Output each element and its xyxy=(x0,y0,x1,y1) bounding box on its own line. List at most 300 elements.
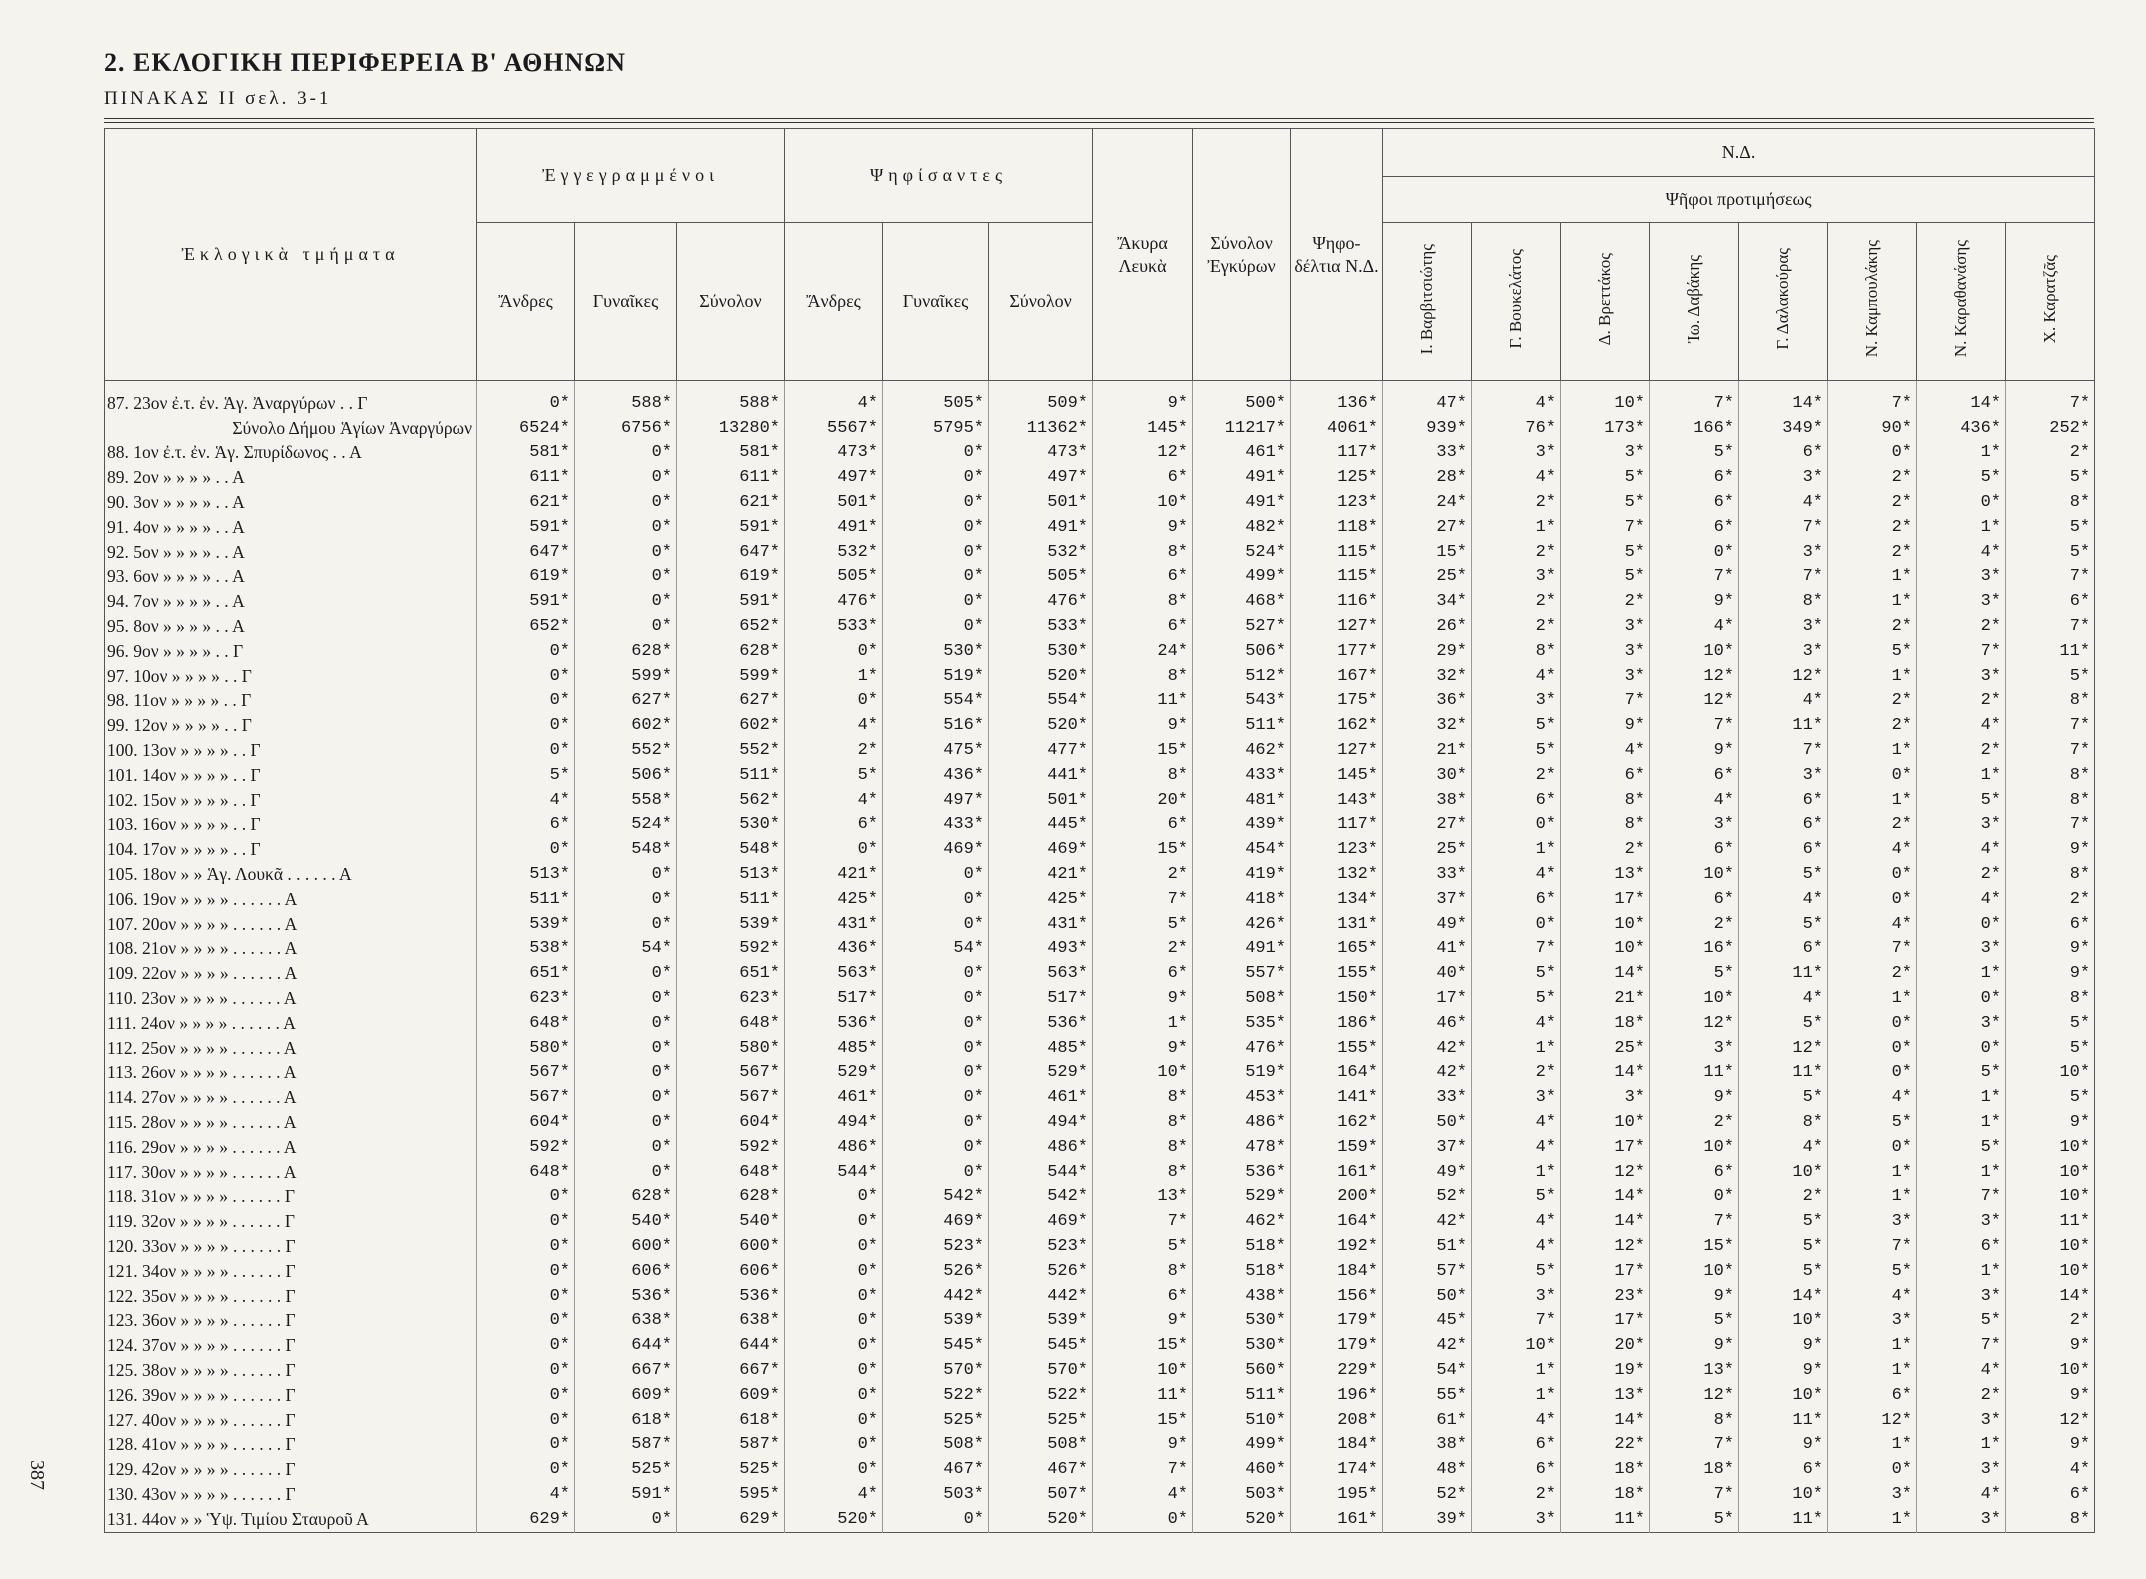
table-cell: 3* xyxy=(1650,813,1739,838)
table-cell: 1* xyxy=(1917,1085,2006,1110)
table-cell: 5* xyxy=(1739,862,1828,887)
table-cell: 2* xyxy=(1650,912,1739,937)
table-cell: 567* xyxy=(477,1085,575,1110)
table-cell: 6* xyxy=(1739,441,1828,466)
table-cell: 461* xyxy=(989,1085,1093,1110)
table-cell: 0* xyxy=(1828,1011,1917,1036)
table-cell: 1* xyxy=(1917,515,2006,540)
table-cell: 508* xyxy=(989,1432,1093,1457)
table-cell: 6* xyxy=(1561,763,1650,788)
table-cell: 349* xyxy=(1739,416,1828,441)
table-cell: 461* xyxy=(785,1085,883,1110)
table-cell: 55* xyxy=(1383,1383,1472,1408)
table-cell: 3* xyxy=(1472,1284,1561,1309)
table-cell: 6* xyxy=(2006,589,2095,614)
table-cell: 511* xyxy=(1193,1383,1291,1408)
table-cell: 0* xyxy=(1650,1185,1739,1210)
table-cell: 0* xyxy=(785,1333,883,1358)
table-cell: 156* xyxy=(1291,1284,1383,1309)
table-cell: 9* xyxy=(1650,589,1739,614)
table-cell: 5* xyxy=(2006,1011,2095,1036)
table-cell: 155* xyxy=(1291,1036,1383,1061)
table-cell: 0* xyxy=(575,1160,677,1185)
table-cell: 491* xyxy=(1193,465,1291,490)
table-row xyxy=(105,1110,2095,1135)
table-cell: 506* xyxy=(575,763,677,788)
table-cell: 0* xyxy=(477,837,575,862)
table-cell: 0* xyxy=(477,689,575,714)
table-cell: 505* xyxy=(785,565,883,590)
table-cell: 3* xyxy=(1561,1085,1650,1110)
table-cell: 6* xyxy=(785,813,883,838)
table-cell: 8* xyxy=(1472,639,1561,664)
table-row xyxy=(105,1185,2095,1210)
registered-total-header: Σύνολον xyxy=(677,223,785,381)
table-cell: 2* xyxy=(1828,540,1917,565)
table-cell: 591* xyxy=(477,515,575,540)
table-cell: 6* xyxy=(1472,1432,1561,1457)
table-cell: 580* xyxy=(677,1036,785,1061)
table-cell: 0* xyxy=(785,1457,883,1482)
table-cell: 454* xyxy=(1193,837,1291,862)
table-cell: 9* xyxy=(1739,1432,1828,1457)
table-cell: 0* xyxy=(477,664,575,689)
table-cell: 0* xyxy=(575,515,677,540)
table-cell: 436* xyxy=(1917,416,2006,441)
table-cell: 2* xyxy=(1828,689,1917,714)
table-cell: 9* xyxy=(1093,986,1193,1011)
table-cell: 127* xyxy=(1291,614,1383,639)
table-cell: 6* xyxy=(2006,912,2095,937)
precinct-label: 91. 4ον » » » » . . Α xyxy=(105,515,477,540)
table-cell: 1* xyxy=(1472,515,1561,540)
table-cell: 3* xyxy=(1739,614,1828,639)
table-cell: 17* xyxy=(1383,986,1472,1011)
table-cell: 1* xyxy=(1828,1160,1917,1185)
table-cell: 652* xyxy=(477,614,575,639)
table-cell: 592* xyxy=(677,937,785,962)
table-body xyxy=(105,381,2095,1533)
table-cell: 532* xyxy=(989,540,1093,565)
table-cell: 511* xyxy=(477,887,575,912)
table-row xyxy=(105,1085,2095,1110)
table-cell: 2* xyxy=(1828,465,1917,490)
table-cell: 7* xyxy=(2006,614,2095,639)
table-cell: 18* xyxy=(1561,1011,1650,1036)
table-subtitle: ΠΙΝΑΚΑΣ ΙΙ σελ. 3-1 xyxy=(104,88,332,109)
table-cell: 0* xyxy=(883,465,989,490)
table-cell: 0* xyxy=(785,1308,883,1333)
table-cell: 3* xyxy=(1739,639,1828,664)
table-cell: 563* xyxy=(785,961,883,986)
table-cell: 0* xyxy=(1917,1036,2006,1061)
table-cell: 11* xyxy=(1739,1061,1828,1086)
table-cell: 542* xyxy=(989,1185,1093,1210)
table-cell: 5* xyxy=(1472,986,1561,1011)
precinct-label: 130. 43ον » » » » . . . . . . Γ xyxy=(105,1482,477,1507)
table-cell: 1* xyxy=(1828,664,1917,689)
table-cell: 16* xyxy=(1650,937,1739,962)
table-cell: 6* xyxy=(1650,763,1739,788)
table-row xyxy=(105,465,2095,490)
table-cell: 4* xyxy=(1472,1408,1561,1433)
precinct-label: 113. 26ον » » » » . . . . . . Α xyxy=(105,1061,477,1086)
table-row xyxy=(105,887,2095,912)
table-cell: 0* xyxy=(477,1234,575,1259)
table-cell: 425* xyxy=(785,887,883,912)
table-cell: 2* xyxy=(1739,1185,1828,1210)
table-cell: 638* xyxy=(575,1308,677,1333)
table-cell: 513* xyxy=(477,862,575,887)
table-cell: 536* xyxy=(575,1284,677,1309)
table-cell: 7* xyxy=(2006,713,2095,738)
table-cell: 10* xyxy=(2006,1259,2095,1284)
table-cell: 0* xyxy=(785,1358,883,1383)
table-cell: 507* xyxy=(989,1482,1093,1507)
table-cell: 535* xyxy=(1193,1011,1291,1036)
table-cell: 14* xyxy=(2006,1284,2095,1309)
table-cell: 536* xyxy=(1193,1160,1291,1185)
table-cell: 49* xyxy=(1383,1160,1472,1185)
table-cell: 9* xyxy=(2006,1432,2095,1457)
table-cell: 5* xyxy=(1472,738,1561,763)
table-cell: 497* xyxy=(785,465,883,490)
table-cell: 9* xyxy=(1650,738,1739,763)
table-cell: 0* xyxy=(883,614,989,639)
table-cell: 9* xyxy=(2006,1333,2095,1358)
precinct-label: 128. 41ον » » » » . . . . . . Γ xyxy=(105,1432,477,1457)
table-cell: 5* xyxy=(2006,515,2095,540)
table-cell: 0* xyxy=(1917,490,2006,515)
table-cell: 9* xyxy=(2006,1110,2095,1135)
precinct-label: 131. 44ον » » Ὑψ. Τιμίου Σταυροῦ Α xyxy=(105,1507,477,1532)
table-cell: 554* xyxy=(989,689,1093,714)
table-cell: 2* xyxy=(2006,887,2095,912)
table-cell: 520* xyxy=(785,1507,883,1532)
table-cell: 3* xyxy=(1472,441,1561,466)
table-cell: 7* xyxy=(1093,887,1193,912)
table-cell: 599* xyxy=(575,664,677,689)
table-cell: 542* xyxy=(883,1185,989,1210)
table-cell: 166* xyxy=(1650,416,1739,441)
precinct-label: 109. 22ον » » » » . . . . . . Α xyxy=(105,961,477,986)
table-cell: 604* xyxy=(677,1110,785,1135)
table-cell: 6756* xyxy=(575,416,677,441)
table-cell: 229* xyxy=(1291,1358,1383,1383)
table-cell: 519* xyxy=(883,664,989,689)
table-cell: 11217* xyxy=(1193,416,1291,441)
table-cell: 0* xyxy=(883,490,989,515)
table-cell: 11* xyxy=(1739,961,1828,986)
table-cell: 2* xyxy=(1917,614,2006,639)
table-cell: 5* xyxy=(1650,441,1739,466)
table-cell: 32* xyxy=(1383,664,1472,689)
table-cell: 6* xyxy=(1093,465,1193,490)
table-cell: 2* xyxy=(1472,490,1561,515)
table-cell: 7* xyxy=(2006,813,2095,838)
table-cell: 8* xyxy=(2006,763,2095,788)
table-cell: 33* xyxy=(1383,862,1472,887)
table-cell: 47* xyxy=(1383,381,1472,416)
table-cell: 629* xyxy=(677,1507,785,1532)
table-cell: 3* xyxy=(1828,1308,1917,1333)
table-cell: 3* xyxy=(1561,441,1650,466)
table-cell: 0* xyxy=(575,465,677,490)
table-cell: 9* xyxy=(1739,1358,1828,1383)
table-cell: 6* xyxy=(1828,1383,1917,1408)
table-cell: 621* xyxy=(477,490,575,515)
table-cell: 17* xyxy=(1561,1135,1650,1160)
table-cell: 544* xyxy=(989,1160,1093,1185)
table-cell: 581* xyxy=(477,441,575,466)
table-cell: 539* xyxy=(883,1308,989,1333)
precinct-label: 125. 38ον » » » » . . . . . . Γ xyxy=(105,1358,477,1383)
table-cell: 493* xyxy=(989,937,1093,962)
table-row xyxy=(105,1234,2095,1259)
table-cell: 10* xyxy=(1739,1308,1828,1333)
table-cell: 8* xyxy=(1093,1160,1193,1185)
table-cell: 545* xyxy=(989,1333,1093,1358)
table-row xyxy=(105,515,2095,540)
table-cell: 42* xyxy=(1383,1333,1472,1358)
table-cell: 5* xyxy=(1561,465,1650,490)
table-cell: 0* xyxy=(883,887,989,912)
table-cell: 9* xyxy=(1093,381,1193,416)
table-cell: 1* xyxy=(1472,1358,1561,1383)
table-cell: 0* xyxy=(477,1358,575,1383)
table-cell: 7* xyxy=(1650,1482,1739,1507)
table-cell: 1* xyxy=(1917,1259,2006,1284)
table-cell: 0* xyxy=(477,1209,575,1234)
table-cell: 14* xyxy=(1561,1408,1650,1433)
table-cell: 3* xyxy=(1917,1284,2006,1309)
table-cell: 5* xyxy=(477,763,575,788)
table-cell: 530* xyxy=(1193,1308,1291,1333)
table-cell: 431* xyxy=(785,912,883,937)
table-cell: 14* xyxy=(1739,1284,1828,1309)
table-cell: 8* xyxy=(1093,664,1193,689)
table-cell: 9* xyxy=(2006,1383,2095,1408)
table-cell: 123* xyxy=(1291,490,1383,515)
table-cell: 0* xyxy=(1828,1061,1917,1086)
table-cell: 441* xyxy=(989,763,1093,788)
table-cell: 37* xyxy=(1383,1135,1472,1160)
table-cell: 602* xyxy=(677,713,785,738)
table-cell: 494* xyxy=(785,1110,883,1135)
table-cell: 467* xyxy=(883,1457,989,1482)
table-cell: 501* xyxy=(785,490,883,515)
table-cell: 0* xyxy=(785,1284,883,1309)
table-cell: 588* xyxy=(677,381,785,416)
table-cell: 3* xyxy=(1561,664,1650,689)
table-cell: 0* xyxy=(477,1284,575,1309)
table-cell: 7* xyxy=(1917,639,2006,664)
table-cell: 45* xyxy=(1383,1308,1472,1333)
table-cell: 24* xyxy=(1383,490,1472,515)
table-cell: 11* xyxy=(1561,1507,1650,1532)
table-cell: 7* xyxy=(1739,738,1828,763)
table-row xyxy=(105,381,2095,416)
table-cell: 581* xyxy=(677,441,785,466)
table-cell: 1* xyxy=(785,664,883,689)
table-cell: 134* xyxy=(1291,887,1383,912)
table-cell: 609* xyxy=(677,1383,785,1408)
table-cell: 155* xyxy=(1291,961,1383,986)
table-cell: 1* xyxy=(1828,565,1917,590)
table-cell: 442* xyxy=(883,1284,989,1309)
precinct-label: 95. 8ον » » » » . . Α xyxy=(105,614,477,639)
table-cell: 0* xyxy=(575,589,677,614)
table-cell: 6* xyxy=(1093,565,1193,590)
table-cell: 2* xyxy=(1917,689,2006,714)
table-cell: 1* xyxy=(1828,589,1917,614)
table-cell: 539* xyxy=(477,912,575,937)
table-cell: 4* xyxy=(1739,689,1828,714)
table-cell: 5* xyxy=(1739,1085,1828,1110)
table-cell: 421* xyxy=(785,862,883,887)
table-cell: 5* xyxy=(1472,961,1561,986)
table-cell: 0* xyxy=(883,1110,989,1135)
table-cell: 10* xyxy=(1093,1358,1193,1383)
table-cell: 469* xyxy=(883,1209,989,1234)
table-row xyxy=(105,1061,2095,1086)
page-number: 387 xyxy=(26,1460,48,1490)
table-cell: 42* xyxy=(1383,1209,1472,1234)
table-cell: 10* xyxy=(1739,1383,1828,1408)
table-cell: 0* xyxy=(785,1185,883,1210)
table-cell: 3* xyxy=(1917,1408,2006,1433)
table-cell: 29* xyxy=(1383,639,1472,664)
table-cell: 6* xyxy=(1093,813,1193,838)
table-cell: 1* xyxy=(1472,837,1561,862)
voted-total-header: Σύνολον xyxy=(989,223,1093,381)
table-cell: 0* xyxy=(1828,1457,1917,1482)
table-cell: 477* xyxy=(989,738,1093,763)
table-cell: 533* xyxy=(785,614,883,639)
table-cell: 136* xyxy=(1291,381,1383,416)
table-cell: 482* xyxy=(1193,515,1291,540)
table-cell: 14* xyxy=(1739,381,1828,416)
table-cell: 4* xyxy=(785,788,883,813)
table-cell: 7* xyxy=(1828,937,1917,962)
table-cell: 524* xyxy=(575,813,677,838)
table-cell: 34* xyxy=(1383,589,1472,614)
table-cell: 503* xyxy=(1193,1482,1291,1507)
table-cell: 51* xyxy=(1383,1234,1472,1259)
table-row xyxy=(105,862,2095,887)
table-cell: 0* xyxy=(1650,540,1739,565)
table-cell: 115* xyxy=(1291,565,1383,590)
table-cell: 4* xyxy=(2006,1457,2095,1482)
table-cell: 8* xyxy=(1650,1408,1739,1433)
table-cell: 184* xyxy=(1291,1259,1383,1284)
table-cell: 6* xyxy=(1739,1457,1828,1482)
table-cell: 17* xyxy=(1561,887,1650,912)
table-cell: 5* xyxy=(1917,465,2006,490)
table-cell: 8* xyxy=(1739,1110,1828,1135)
table-row xyxy=(105,1383,2095,1408)
table-cell: 419* xyxy=(1193,862,1291,887)
table-cell: 17* xyxy=(1561,1308,1650,1333)
table-cell: 117* xyxy=(1291,813,1383,838)
table-cell: 536* xyxy=(989,1011,1093,1036)
table-cell: 118* xyxy=(1291,515,1383,540)
table-cell: 5* xyxy=(2006,540,2095,565)
table-cell: 0* xyxy=(785,1234,883,1259)
candidate-header: Γ. Δαλακούρας xyxy=(1773,247,1793,350)
table-cell: 174* xyxy=(1291,1457,1383,1482)
table-row xyxy=(105,664,2095,689)
table-cell: 150* xyxy=(1291,986,1383,1011)
table-cell: 8* xyxy=(2006,1507,2095,1532)
table-cell: 9* xyxy=(1650,1333,1739,1358)
table-cell: 2* xyxy=(1917,1383,2006,1408)
table-cell: 2* xyxy=(1472,763,1561,788)
table-cell: 5* xyxy=(1561,490,1650,515)
table-cell: 3* xyxy=(1917,1457,2006,1482)
table-cell: 15* xyxy=(1383,540,1472,565)
table-cell: 619* xyxy=(477,565,575,590)
table-cell: 159* xyxy=(1291,1135,1383,1160)
table-cell: 1* xyxy=(1093,1011,1193,1036)
table-cell: 20* xyxy=(1561,1333,1650,1358)
table-cell: 115* xyxy=(1291,540,1383,565)
table-cell: 54* xyxy=(883,937,989,962)
table-cell: 518* xyxy=(1193,1234,1291,1259)
table-cell: 511* xyxy=(677,887,785,912)
table-cell: 7* xyxy=(1650,381,1739,416)
table-cell: 5* xyxy=(785,763,883,788)
table-cell: 6* xyxy=(1917,1234,2006,1259)
table-cell: 10* xyxy=(1650,639,1739,664)
precinct-label: 127. 40ον » » » » . . . . . . Γ xyxy=(105,1408,477,1433)
table-cell: 76* xyxy=(1472,416,1561,441)
table-cell: 40* xyxy=(1383,961,1472,986)
table-cell: 648* xyxy=(477,1011,575,1036)
table-row xyxy=(105,614,2095,639)
table-cell: 2* xyxy=(1917,862,2006,887)
table-cell: 562* xyxy=(677,788,785,813)
table-cell: 0* xyxy=(575,1036,677,1061)
table-row xyxy=(105,1408,2095,1433)
table-cell: 0* xyxy=(883,1507,989,1532)
table-cell: 6* xyxy=(1650,837,1739,862)
table-cell: 10* xyxy=(1093,490,1193,515)
table-cell: 14* xyxy=(1561,1185,1650,1210)
table-cell: 5* xyxy=(1739,1259,1828,1284)
table-cell: 540* xyxy=(677,1209,785,1234)
table-cell: 512* xyxy=(1193,664,1291,689)
table-cell: 3* xyxy=(1917,1011,2006,1036)
table-cell: 476* xyxy=(785,589,883,614)
table-cell: 513* xyxy=(677,862,785,887)
table-cell: 520* xyxy=(989,713,1093,738)
table-cell: 0* xyxy=(575,1061,677,1086)
table-cell: 5* xyxy=(1472,1185,1561,1210)
table-cell: 0* xyxy=(575,961,677,986)
table-cell: 628* xyxy=(575,1185,677,1210)
table-cell: 508* xyxy=(883,1432,989,1457)
table-cell: 503* xyxy=(883,1482,989,1507)
table-cell: 591* xyxy=(677,515,785,540)
table-cell: 13* xyxy=(1093,1185,1193,1210)
table-cell: 5* xyxy=(1650,1507,1739,1532)
table-cell: 591* xyxy=(477,589,575,614)
table-row xyxy=(105,738,2095,763)
table-cell: 523* xyxy=(989,1234,1093,1259)
table-cell: 475* xyxy=(883,738,989,763)
table-cell: 548* xyxy=(677,837,785,862)
